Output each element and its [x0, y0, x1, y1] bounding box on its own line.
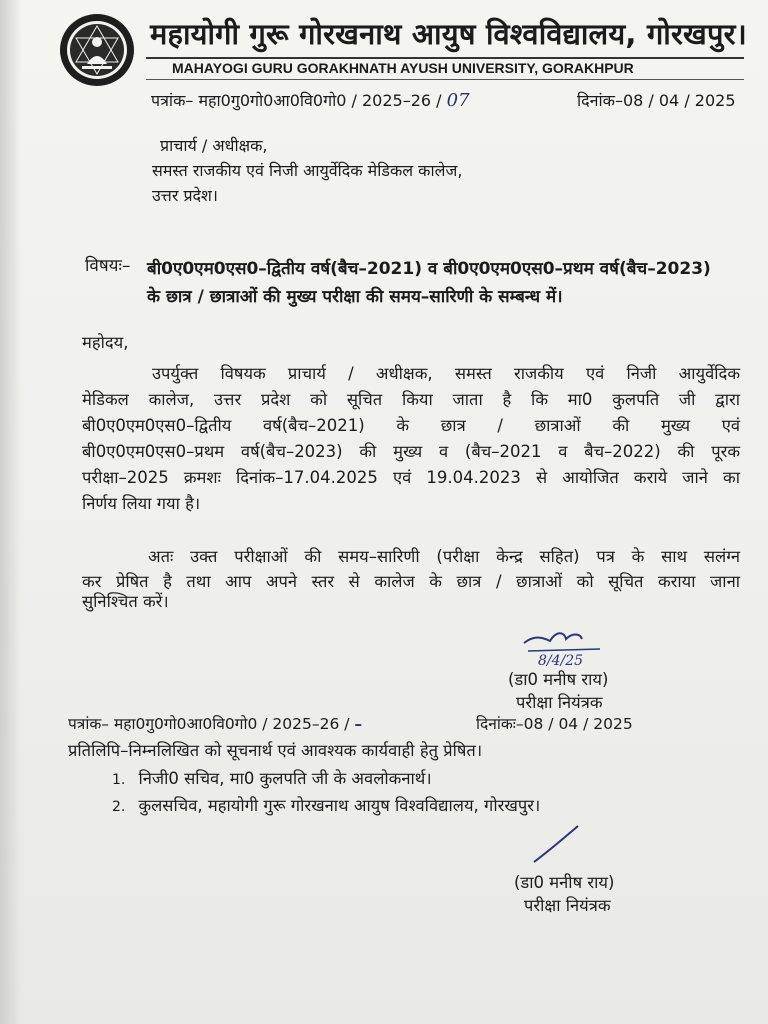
copy-to-heading: प्रतिलिपि–निम्नलिखित को सूचनार्थ एवं आवश्यक कार्यवाही हेतु प्रेषित। — [68, 741, 483, 760]
copy-to-item-number: 2. — [112, 799, 126, 815]
copy-to-item-number: 1. — [112, 772, 126, 788]
subject-label: विषयः– — [85, 256, 131, 276]
letter-date: दिनांक–08 / 04 / 2025 — [577, 91, 736, 110]
copy-reference-dash: – — [354, 715, 363, 733]
copy-to-item-text: कुलसचिव, महायोगी गुरू गोरखनाथ आयुष विश्वविद्यालय, गोरखपुर। — [138, 796, 541, 815]
address-line-1: प्राचार्य / अधीक्षक, — [160, 136, 268, 155]
para2-line-1: अतः उक्त परीक्षाओं की समय–सारिणी (परीक्षा केन्द्र सहित) पत्र के साथ सलंग्न — [148, 547, 740, 566]
university-title-hindi: महायोगी गुरू गोरखनाथ आयुष विश्वविद्यालय, गोरखपुर। — [150, 17, 747, 51]
copy-to-item-1 — [112, 766, 432, 789]
signature-handwritten-date: 8/4/25 — [538, 653, 584, 669]
para2-line-2: कर प्रेषित है तथा आप अपने स्तर से कालेज के छात्र / छात्राओं को सूचित कराया जाना — [82, 572, 740, 591]
header-rule-top — [146, 57, 744, 59]
copy-reference-prefix: पत्रांक– महा0गु0गो0आ0वि0गो0 / 2025–26 / — [68, 715, 355, 733]
para1-line-1: उपर्युक्त विषयक प्राचार्य / अधीक्षक, समस्त राजकीय एवं निजी आयुर्वेदिक — [152, 364, 740, 383]
address-line-2: समस्त राजकीय एवं निजी आयुर्वेदिक मेडिकल कालेज, — [152, 161, 463, 180]
reference-number — [151, 89, 470, 111]
copy-to-item-2 — [112, 793, 540, 816]
handwritten-dispatch-number: 07 — [446, 90, 470, 111]
subject-line-1: बी0ए0एम0एस0–द्वितीय वर्ष(बैच–2021) व बी0ए0एम0एस0–प्रथम वर्ष(बैच–2023) — [147, 259, 711, 279]
signature-stroke — [528, 822, 584, 866]
signatory-designation-1: परीक्षा नियंत्रक — [516, 693, 603, 712]
university-title-english: MAHAYOGI GURU GORAKHNATH AYUSH UNIVERSITY, GORAKHPUR — [172, 60, 634, 76]
para1-line-5: परीक्षा–2025 क्रमशः दिनांक–17.04.2025 एवं 19.04.2023 से आयोजित कराये जाने का — [82, 468, 740, 487]
salutation: महोदय, — [82, 333, 129, 352]
copy-date: दिनांकः–08 / 04 / 2025 — [476, 715, 633, 733]
page-edge-shadow — [0, 0, 22, 1024]
para2-line-3: सुनिश्चित करें। — [82, 592, 169, 611]
signature-mark — [520, 625, 610, 673]
header-rule-bottom — [146, 79, 744, 80]
copy-to-item-text: निजी0 सचिव, मा0 कुलपति जी के अवलोकनार्थ। — [138, 769, 432, 788]
signatory-name-2: (डा0 मनीष राय) — [514, 873, 615, 892]
address-line-3: उत्तर प्रदेश। — [152, 186, 218, 205]
university-seal-icon — [58, 12, 136, 88]
signatory-designation-2: परीक्षा नियंत्रक — [524, 896, 611, 915]
para1-line-2: मेडिकल कालेज, उत्तर प्रदेश को सूचित किया जाता है कि मा0 कुलपति जी द्वारा — [82, 390, 740, 409]
signatory-name-1: (डा0 मनीष राय) — [508, 670, 609, 689]
para1-line-3: बी0ए0एम0एस0–द्वितीय वर्ष(बैच–2021) के छात्र / छात्राओं की मुख्य एवं — [82, 416, 740, 435]
para1-line-4: बी0ए0एम0एस0–प्रथम वर्ष(बैच–2023) की मुख्य व (बैच–2021 व बैच–2022) की पूरक — [82, 442, 740, 461]
reference-prefix: पत्रांक– महा0गु0गो0आ0वि0गो0 / 2025–26 / — [151, 91, 447, 110]
copy-reference-number — [68, 712, 362, 734]
para1-line-6: निर्णय लिया गया है। — [82, 494, 201, 513]
subject-line-2: के छात्र / छात्राओं की मुख्य परीक्षा की समय–सारिणी के सम्बन्ध में। — [147, 287, 563, 307]
